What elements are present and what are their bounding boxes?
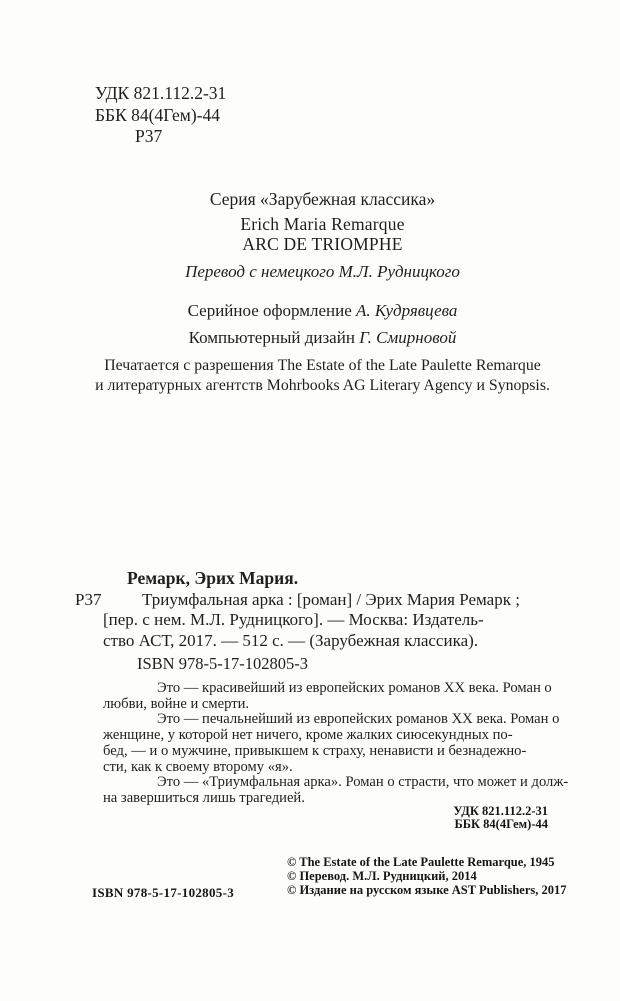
annotation	[103, 680, 569, 807]
text-line: на завершиться лишь трагедией.	[103, 789, 305, 806]
text-line: © The Estate of the Late Paulette Remarque, 1945	[287, 855, 555, 869]
book-title-latin: ARC DE TRIOMPHE	[242, 233, 403, 254]
text-line: женщине, у которой нет ничего, кроме жалких сиюсекундных по-	[103, 727, 513, 744]
original-author-title	[95, 215, 550, 254]
computer-design-credit	[95, 328, 550, 348]
computer-design-label: Компьютерный дизайн	[188, 328, 355, 347]
catalog-code: Р37	[75, 590, 102, 609]
text-line: и литературных агентств Mohrbooks AG Literary Agency и Synopsis.	[95, 377, 550, 394]
series-design-credit	[95, 301, 550, 321]
permission-note	[95, 356, 550, 396]
text-line: Это — красивейший из европейских романов XX века. Роман о	[157, 680, 552, 696]
bbk-line-bottom: ББК 84(4Гем)-44	[454, 817, 548, 832]
udk-block	[95, 83, 226, 148]
text-line: любви, войне и смерти.	[103, 695, 250, 712]
series-design-name: А. Кудрявцева	[356, 301, 458, 320]
text-line: Это — печальнейший из европейских романов XX века. Роман о	[157, 711, 560, 728]
footer-isbn: ISBN 978-5-17-102805-3	[92, 885, 235, 900]
text-line: Триумфальная арка : [роман] / Эрих Мария Ремарк ;	[142, 590, 520, 609]
bbk-line: ББК 84(4Гем)-44	[95, 104, 221, 125]
udk-line: УДК 821.112.2-31	[95, 83, 227, 103]
text-line: © Издание на русском языке AST Publishers, 2017	[287, 882, 567, 897]
udk-bbk-right-block	[103, 805, 548, 831]
text-line: [пер. с нем. М.Л. Рудницкого]. — Москва: Издатель-	[103, 610, 484, 630]
text-line: Это — «Триумфальная арка». Роман о страсти, что может и долж-	[157, 774, 569, 791]
udk-line-bottom: УДК 821.112.2-31	[453, 804, 548, 818]
text-line: ство АСТ, 2017. — 512 с. — (Зарубежная классика).	[103, 630, 479, 650]
series-design-label: Серийное оформление	[187, 301, 352, 320]
author-name-latin: Erich Maria Remarque	[240, 214, 405, 234]
text-line: сти, как к своему второму «я».	[103, 758, 293, 775]
copyright-list	[287, 856, 567, 897]
text-line: Печатается с разрешения The Estate of the Late Paulette Remarque	[104, 357, 541, 374]
catalog-isbn: ISBN 978-5-17-102805-3	[137, 654, 308, 673]
author-sign-code: Р37	[135, 126, 163, 146]
translation-credit: Перевод с немецкого М.Л. Рудницкого	[185, 262, 460, 281]
catalog-author-header: Ремарк, Эрих Мария.	[127, 568, 299, 588]
catalog-description	[103, 590, 563, 651]
computer-design-name: Г. Смирновой	[359, 328, 457, 347]
text-line: © Перевод. М.Л. Рудницкий, 2014	[287, 868, 477, 883]
text-line: бед, — и о мужчине, привыкшем к страху, ненависти и безнадежно-	[103, 742, 527, 759]
series-title: Серия «Зарубежная классика»	[209, 189, 436, 209]
